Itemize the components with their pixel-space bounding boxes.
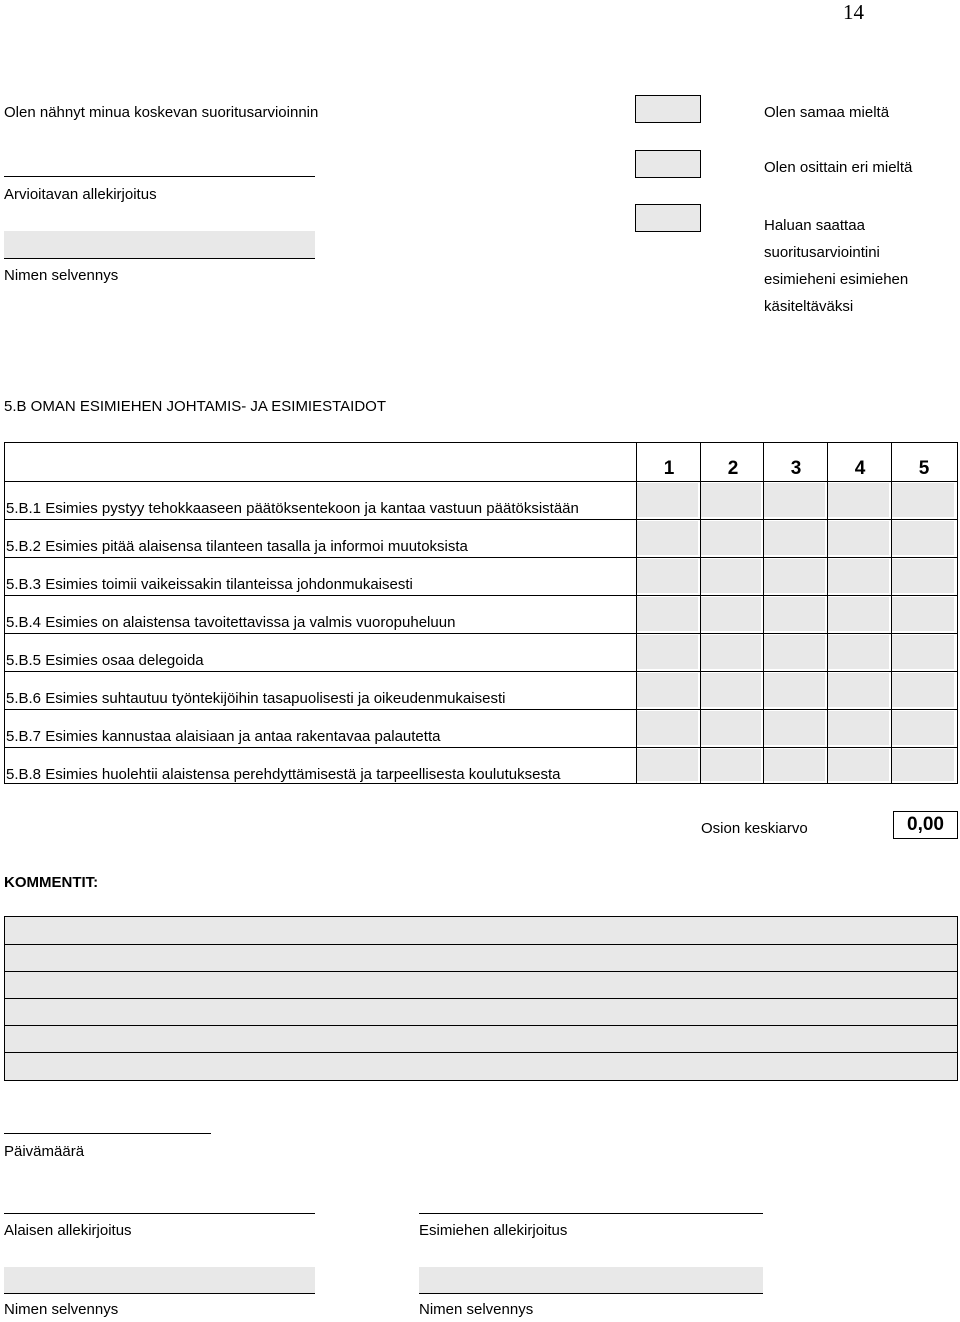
scale-header-3: 3 — [790, 458, 802, 479]
rating-cell[interactable] — [701, 673, 761, 707]
rating-cell[interactable] — [701, 749, 761, 781]
rating-cell[interactable] — [764, 635, 825, 669]
item-5b5: 5.B.5 Esimies osaa delegoida — [6, 652, 204, 669]
scale-header-4: 4 — [854, 458, 866, 479]
rating-cell[interactable] — [892, 673, 954, 707]
comment-line[interactable] — [5, 972, 957, 999]
rating-cell[interactable] — [637, 673, 698, 707]
partly-disagree-checkbox[interactable] — [635, 150, 701, 178]
option-agree-label: Olen samaa mieltä — [764, 104, 890, 121]
option-escalate-label: Haluan saattaa suoritusarviointini esimieheni esimiehen käsiteltäväksi — [764, 217, 909, 315]
rating-cell[interactable] — [637, 597, 698, 631]
page-number: 14 — [843, 0, 864, 24]
table-row-divider — [5, 557, 957, 558]
rating-cell[interactable] — [637, 635, 698, 669]
rating-cell[interactable] — [828, 597, 889, 631]
rating-cell[interactable] — [892, 483, 954, 517]
signature-line — [4, 176, 315, 177]
rating-cell[interactable] — [701, 597, 761, 631]
comment-line[interactable] — [5, 1053, 957, 1080]
rating-cell[interactable] — [828, 635, 889, 669]
table-row-divider — [5, 709, 957, 710]
scale-header-2: 2 — [727, 458, 739, 479]
supervisor-signature-line — [419, 1213, 763, 1214]
rating-cell[interactable] — [828, 673, 889, 707]
rating-cell[interactable] — [701, 521, 761, 555]
rating-cell[interactable] — [637, 521, 698, 555]
table-column-divider — [827, 443, 828, 783]
employee-name-label: Nimen selvennys — [4, 1301, 119, 1318]
employee-signature-line — [4, 1213, 315, 1214]
acknowledgement-statement: Olen nähnyt minua koskevan suoritusarvioinnin — [4, 104, 319, 121]
table-column-divider — [891, 443, 892, 783]
rating-cell[interactable] — [892, 521, 954, 555]
rating-cell[interactable] — [637, 749, 698, 781]
item-5b7: 5.B.7 Esimies kannustaa alaisiaan ja antaa rakentavaa palautetta — [6, 728, 441, 745]
date-label: Päivämäärä — [4, 1143, 85, 1160]
rating-cell[interactable] — [764, 597, 825, 631]
table-column-divider — [700, 443, 701, 783]
comment-line[interactable] — [5, 917, 957, 945]
rating-cell[interactable] — [828, 711, 889, 745]
comments-field[interactable] — [4, 916, 958, 1081]
signature-label: Arvioitavan allekirjoitus — [4, 186, 157, 203]
comment-line[interactable] — [5, 945, 957, 972]
rating-cell[interactable] — [892, 597, 954, 631]
rating-cell[interactable] — [828, 749, 889, 781]
name-clarification-label: Nimen selvennys — [4, 267, 119, 284]
name-clarification-field[interactable] — [4, 231, 315, 259]
item-5b8: 5.B.8 Esimies huolehtii alaistensa perehdyttämisestä ja tarpeellisesta koulutuksesta — [6, 766, 561, 783]
rating-cell[interactable] — [701, 635, 761, 669]
section-title: 5.B OMAN ESIMIEHEN JOHTAMIS- JA ESIMIESTAIDOT — [4, 398, 386, 415]
rating-cell[interactable] — [637, 711, 698, 745]
average-value: 0,00 — [893, 811, 958, 839]
rating-cell[interactable] — [892, 711, 954, 745]
table-row-divider — [5, 671, 957, 672]
agree-checkbox[interactable] — [635, 95, 701, 123]
rating-cell[interactable] — [701, 711, 761, 745]
comment-line[interactable] — [5, 999, 957, 1026]
supervisor-signature-label: Esimiehen allekirjoitus — [419, 1222, 568, 1239]
rating-cell[interactable] — [764, 521, 825, 555]
rating-cell[interactable] — [892, 559, 954, 593]
item-5b6: 5.B.6 Esimies suhtautuu työntekijöihin tasapuolisesti ja oikeudenmukaisesti — [6, 690, 506, 707]
rating-cell[interactable] — [701, 559, 761, 593]
rating-cell[interactable] — [828, 559, 889, 593]
date-line — [4, 1133, 211, 1134]
rating-cell[interactable] — [764, 749, 825, 781]
supervisor-name-field[interactable] — [419, 1267, 763, 1294]
rating-cell[interactable] — [764, 559, 825, 593]
table-row-divider — [5, 519, 957, 520]
rating-cell[interactable] — [764, 673, 825, 707]
rating-cell[interactable] — [828, 521, 889, 555]
rating-cell[interactable] — [892, 749, 954, 781]
table-row-divider — [5, 633, 957, 634]
supervisor-name-label: Nimen selvennys — [419, 1301, 534, 1318]
table-row-divider — [5, 747, 957, 748]
table-row-divider — [5, 595, 957, 596]
average-label: Osion keskiarvo — [701, 820, 808, 837]
rating-cell[interactable] — [764, 483, 825, 517]
item-5b2: 5.B.2 Esimies pitää alaisensa tilanteen tasalla ja informoi muutoksista — [6, 538, 468, 555]
item-5b1: 5.B.1 Esimies pystyy tehokkaaseen päätöksentekoon ja kantaa vastuun päätöksistään — [6, 500, 579, 517]
rating-cell[interactable] — [764, 711, 825, 745]
employee-signature-label: Alaisen allekirjoitus — [4, 1222, 132, 1239]
rating-cell[interactable] — [892, 635, 954, 669]
scale-header-1: 1 — [663, 458, 675, 479]
comments-label: KOMMENTIT: — [4, 874, 99, 891]
rating-cell[interactable] — [828, 483, 889, 517]
item-5b4: 5.B.4 Esimies on alaistensa tavoitettavissa ja valmis vuoropuheluun — [6, 614, 456, 631]
rating-cell[interactable] — [637, 559, 698, 593]
option-partly-disagree-label: Olen osittain eri mieltä — [764, 159, 913, 176]
item-5b3: 5.B.3 Esimies toimii vaikeissakin tilanteissa johdonmukaisesti — [6, 576, 413, 593]
comment-line[interactable] — [5, 1026, 957, 1053]
table-row-divider — [5, 481, 957, 482]
table-column-divider — [636, 443, 637, 783]
rating-table — [4, 442, 958, 784]
employee-name-field[interactable] — [4, 1267, 315, 1294]
scale-header-5: 5 — [918, 458, 930, 479]
escalate-checkbox[interactable] — [635, 204, 701, 232]
rating-cell[interactable] — [637, 483, 698, 517]
table-column-divider — [763, 443, 764, 783]
rating-cell[interactable] — [701, 483, 761, 517]
